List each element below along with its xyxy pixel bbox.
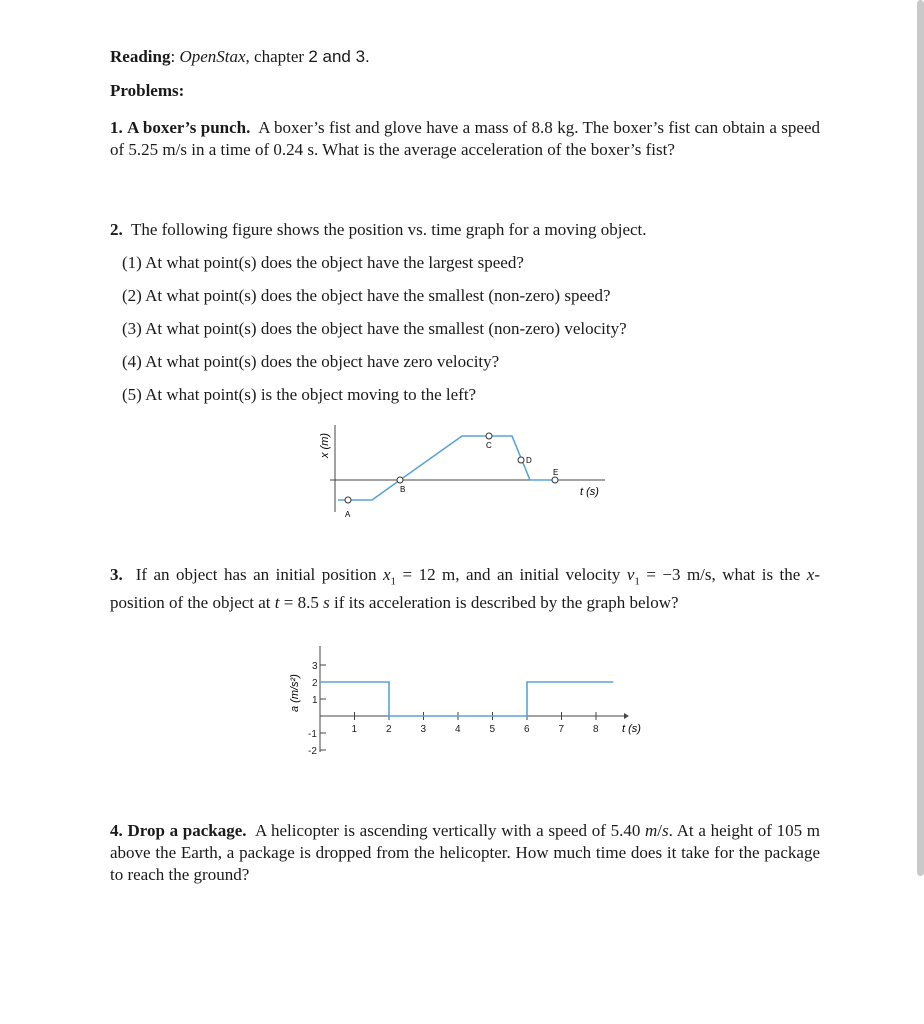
q4-text-a: A helicopter is ascending vertically with a speed of 5.40 [254,821,646,840]
q4-text-b: / [657,821,663,840]
at-x-label: t (s) [622,723,641,735]
pt-label-b: B [400,485,406,494]
q3-text-a: If an object has an initial position [135,565,383,584]
q3-text-e: = 8.5 [279,593,324,613]
at-x-tick-label-6: 6 [524,724,530,735]
pt-point-e [552,477,558,483]
question-3 [110,564,820,614]
q2-sub-3: (3) At what point(s) does the object have the smallest (non-zero) velocity? [122,319,627,338]
reading-colon: : [170,47,176,66]
q4-number: 4. [110,821,123,840]
q3-text-d: -position of the object at [110,565,821,613]
q3-x1-sub: 1 [390,575,397,588]
at-y-label: a (m/s²) [289,674,301,712]
at-x-tick-label-3: 3 [420,724,427,735]
q3-text-b: = 12 m, and an initial velocity [396,565,627,584]
at-x-tick-label-5: 5 [489,724,496,735]
at-x-tick-label-8: 8 [593,724,599,735]
q2-intro: The following figure shows the position vs. time graph for a moving object. [130,220,647,239]
at-x-arrow [624,713,629,719]
q1-body: A boxer’s fist and glove have a mass of 8.8 kg. The boxer’s fist can obtain a speed of 5.25 m/s in a time of 0.24 s. What is the average acceleration of the boxer’s fist? [110,118,821,159]
q3-number: 3. [110,565,123,584]
at-y-tick-label-2: 2 [312,678,318,689]
q2-sub-1: (1) At what point(s) does the object have the largest speed? [122,253,524,272]
q3-v1: v [626,565,635,584]
pt-label-a: A [345,510,351,519]
q3-v1-sub: 1 [634,575,640,588]
scrollbar[interactable] [917,0,924,876]
q3-text-f: if its acceleration is described by the graph below? [329,593,679,613]
pt-x-label: t (s) [580,486,599,498]
reading-label: Reading [110,47,171,66]
problems-heading: Problems: [110,81,185,100]
q3-x1: x [383,565,391,584]
pt-point-a [345,497,351,503]
question-4 [110,820,820,886]
pt-label-d: D [526,456,532,465]
pt-label-e: E [553,468,559,477]
q3-tvar: t [274,593,280,613]
q4-unit-s: s [662,821,669,840]
q3-svar: s [323,593,330,613]
acceleration-time-graph [280,640,660,765]
at-series-line [320,682,613,716]
at-y-tick-label--2: -2 [308,746,317,757]
question-2 [110,219,820,241]
pt-point-b [397,477,403,483]
at-x-tick-label-1: 1 [351,724,358,735]
q2-sub-2: (2) At what point(s) does the object have the smallest (non-zero) speed? [122,286,611,305]
reading-line [110,46,820,68]
q1-title: A boxer’s punch. [127,118,251,137]
at-y-tick-label-1: 1 [312,695,318,706]
q4-title: Drop a package. [127,821,247,840]
reading-rest: , chapter [245,47,309,66]
q4-text-c: . At a height of 105 m above the Earth, a package is dropped from the helicopter. How much time does it take for the package to reach the ground? [110,821,820,884]
q2-sub-5: (5) At what point(s) is the object moving to the left? [122,385,477,404]
at-x-tick-label-7: 7 [558,724,565,735]
pt-point-d [518,457,524,463]
reading-source: OpenStax [179,47,246,66]
at-x-tick-label-4: 4 [455,724,461,735]
pt-y-label: x (m) [319,432,331,458]
q2-number: 2. [110,220,123,239]
q4-unit-m: m [645,821,658,840]
q3-text-c: = −3 m/s, what is the [639,565,807,584]
q2-sub-4: (4) At what point(s) does the object have zero velocity? [122,352,500,371]
pt-point-c [486,433,492,439]
at-x-tick-label-2: 2 [386,724,392,735]
q3-xvar: x [806,565,815,584]
at-y-tick-label--1: -1 [308,729,317,740]
q1-number: 1. [110,118,123,137]
position-time-graph [300,420,620,530]
question-1 [110,117,820,161]
pt-curve [338,436,560,500]
pt-label-c: C [486,441,492,450]
at-y-tick-label-3: 3 [312,661,318,672]
reading-chapters: 2 and 3. [308,47,370,66]
